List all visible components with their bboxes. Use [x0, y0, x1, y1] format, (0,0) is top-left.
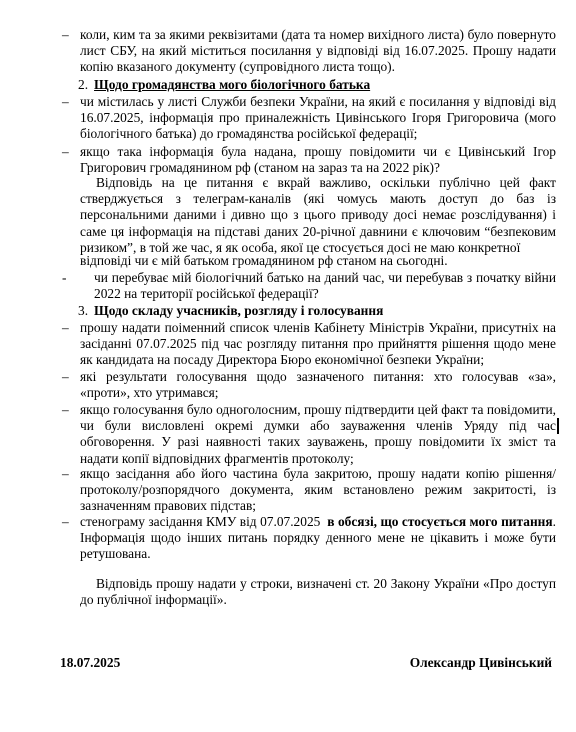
list-item-text-rest: . Інформація щодо інших питань порядку денного мене не цікавить і може бути ретушована. [80, 514, 556, 562]
list-bullet: – [62, 320, 69, 335]
section-heading-2 [78, 77, 556, 93]
list-item [62, 27, 556, 76]
closing-text: Відповідь прошу надати у строки, визначені ст. 20 Закону України «Про доступ до публічної інформації». [80, 576, 556, 608]
list-item-text-plain: стенограму засідання КМУ від 07.07.2025 [80, 514, 321, 529]
paragraph-text: відповіді чи є мій батьком громадянином рф станом на сьогодні. [80, 253, 448, 268]
list-item [62, 369, 556, 401]
list-item-text: якщо голосування було одноголосним, прошу підтвердити цей факт та повідомити, чи були висловлені окремі думки або зауваження членів Уряду під час обговорення. У разі наявності таких зауважень, прошу повідомити їх зміст та надати копії відповідних фрагментів протоколу; [80, 402, 556, 466]
list-item-text [80, 514, 556, 563]
list-item-text-bold: в обсязі, що стосується мого питання [327, 514, 553, 529]
list-item-text: які результати голосування щодо зазначеного питання: хто голосував «за», «проти», хто утримався; [80, 369, 556, 401]
document-date: 18.07.2025 [60, 655, 121, 670]
closing-paragraph [80, 576, 556, 608]
list-item-text: якщо засідання або його частина була закритою, прошу надати копію рішення/протоколу/розпорядчого документа, яким встановлено режим закритості, із зазначенням правових підстав; [80, 466, 556, 514]
list-item [62, 144, 556, 176]
list-item-text: чи містилась у листі Служби безпеки України, на який є посилання у відповіді від 16.07.2025, інформація про приналежність Цивінського Ігоря Григоровича (мого біологічного батька) до громадянства російської федерації; [80, 94, 556, 142]
list-item [62, 514, 556, 563]
paragraph [80, 175, 556, 256]
list-bullet: – [62, 514, 69, 529]
list-item [62, 94, 556, 143]
list-bullet: – [62, 466, 69, 481]
list-item [62, 466, 556, 515]
list-bullet: – [62, 94, 69, 109]
list-bullet: – [62, 144, 69, 159]
section-heading-3 [78, 303, 556, 319]
list-item-text: якщо така інформація була надана, прошу повідомити чи є Цивінський Ігор Григорович громадянином рф (станом на зараз та на 2022 рік)? [80, 144, 556, 176]
paragraph-continuation [80, 253, 556, 268]
list-item-text: чи перебуває мій біологічний батько на даний час, чи перебував з початку війни 2022 на території російської федерації? [94, 270, 556, 302]
section-title: Щодо громадянства мого біологічного батька [94, 77, 371, 92]
list-bullet: – [62, 27, 69, 42]
signer-name: Олександр Цивінський [409, 655, 552, 670]
list-item [62, 270, 556, 302]
list-bullet: - [62, 270, 67, 285]
paragraph-text: Відповідь на це питання є вкрай важливо, оскільки публічно цей факт стверджується з телеграм-каналів (які чомусь мають доступ до баз із персональними даними і дивно що з цього приводу досі немає розслідування) і саме ця інформація на підставі даних 20-річної давнини є ключовим “безпековим ризиком”, в той же час, я як особа, якої це стосується досі не маю конкретної [80, 175, 556, 255]
text-cursor [557, 418, 559, 434]
section-number: 2. [78, 77, 89, 92]
section-title: Щодо складу учасників, розгляду і голосування [94, 303, 384, 318]
list-item [62, 320, 556, 369]
list-item [62, 402, 556, 467]
section-number: 3. [78, 303, 89, 318]
list-bullet: – [62, 369, 69, 384]
list-item-text: коли, ким та за якими реквізитами (дата та номер вихідного листа) було повернуто лист СБУ, на який міститься посилання у відповіді від 16.07.2025. Прошу надати копію вказаного документу (супровідного листа тощо). [80, 27, 556, 75]
list-item-text: прошу надати поіменний список членів Кабінету Міністрів України, присутніх на засіданні 07.07.2025 під час розгляду питання про прийняття рішення щодо мене як кандидата на посаду Директора Бюро економічної безпеки України; [80, 320, 556, 368]
list-bullet: – [62, 402, 69, 417]
